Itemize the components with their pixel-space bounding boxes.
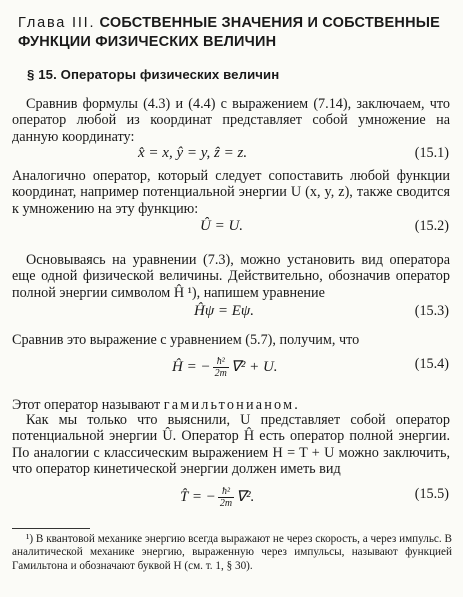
equation-formula: x̂ = x, ŷ = y, ẑ = z. — [138, 145, 248, 161]
equation-15-2 — [0, 218, 463, 240]
equation-number: (15.4) — [414, 356, 449, 372]
equation-number: (15.5) — [414, 486, 449, 502]
term-hamiltonian: гамильтонианом. — [163, 397, 301, 413]
fraction-numerator: ħ² — [218, 486, 234, 498]
paragraph-3: Основываясь на уравнении (7.3), можно установить вид оператора еще одной физической величины. Действительно, обозначив оператор полной энергии символом Ĥ ¹), напишем уравнение — [12, 252, 450, 301]
paragraph-4: Сравнив это выражение с уравнением (5.7), получим, что — [12, 332, 360, 348]
fraction-numerator: ħ² — [213, 356, 229, 368]
chapter-title — [18, 14, 458, 52]
equation-rhs: ∇² + U. — [230, 358, 278, 375]
equation-formula — [180, 486, 254, 509]
chapter-title-text: СОБСТВЕННЫЕ ЗНАЧЕНИЯ И СОБСТВЕННЫЕ ФУНКЦИИ ФИЗИЧЕСКИХ ВЕЛИЧИН — [18, 15, 441, 50]
equation-formula — [172, 356, 278, 379]
equation-15-5 — [0, 486, 463, 508]
chapter-prefix: Глава III. — [18, 15, 96, 31]
fraction-denominator: 2m — [219, 498, 233, 509]
equation-15-1 — [0, 145, 463, 167]
equation-15-4 — [0, 356, 463, 378]
equation-number: (15.2) — [414, 218, 449, 234]
fraction — [213, 356, 229, 379]
equation-lhs: Ĥ = − — [172, 358, 211, 375]
equation-number: (15.1) — [414, 145, 449, 161]
footnote-divider — [12, 528, 90, 529]
paragraph-5-text: Этот оператор называют — [12, 397, 161, 413]
equation-15-3 — [0, 303, 463, 325]
paragraph-5 — [12, 397, 450, 413]
footnote: ¹) В квантовой механике энергию всегда выражают не через скорость, а через импульс. В аналитической механике энергию, выраженную через импульсы, называют функцией Гамильтона и обозначают буквой H (см. т. 1, § 30). — [12, 533, 452, 572]
paragraph-1: Сравнив формулы (4.3) и (4.4) с выражением (7.14), заключаем, что оператор любой из координат представляет собой умножение на данную координату: — [12, 96, 450, 145]
equation-formula: Ĥψ = Eψ. — [194, 303, 254, 319]
equation-lhs: T̂ = − — [180, 488, 216, 505]
section-title: § 15. Операторы физических величин — [27, 67, 280, 82]
equation-rhs: ∇². — [236, 488, 255, 505]
equation-formula: Û = U. — [200, 218, 244, 234]
fraction-denominator: 2m — [214, 368, 227, 379]
equation-number: (15.3) — [414, 303, 449, 319]
fraction — [218, 486, 234, 509]
paragraph-6: Как мы только что выяснили, U представляет собой оператор потенциальной энергии Û. Оператор Ĥ есть оператор полной энергии. По аналогии с классическим выражением H = T + U можно заключить, что оператор кинетической энергии должен иметь вид — [12, 412, 450, 477]
paragraph-2: Аналогично оператор, который следует сопоставить любой функции координат, например потенциальной энергии U (x, y, z), также сводится к умножению на эту функцию: — [12, 168, 450, 217]
